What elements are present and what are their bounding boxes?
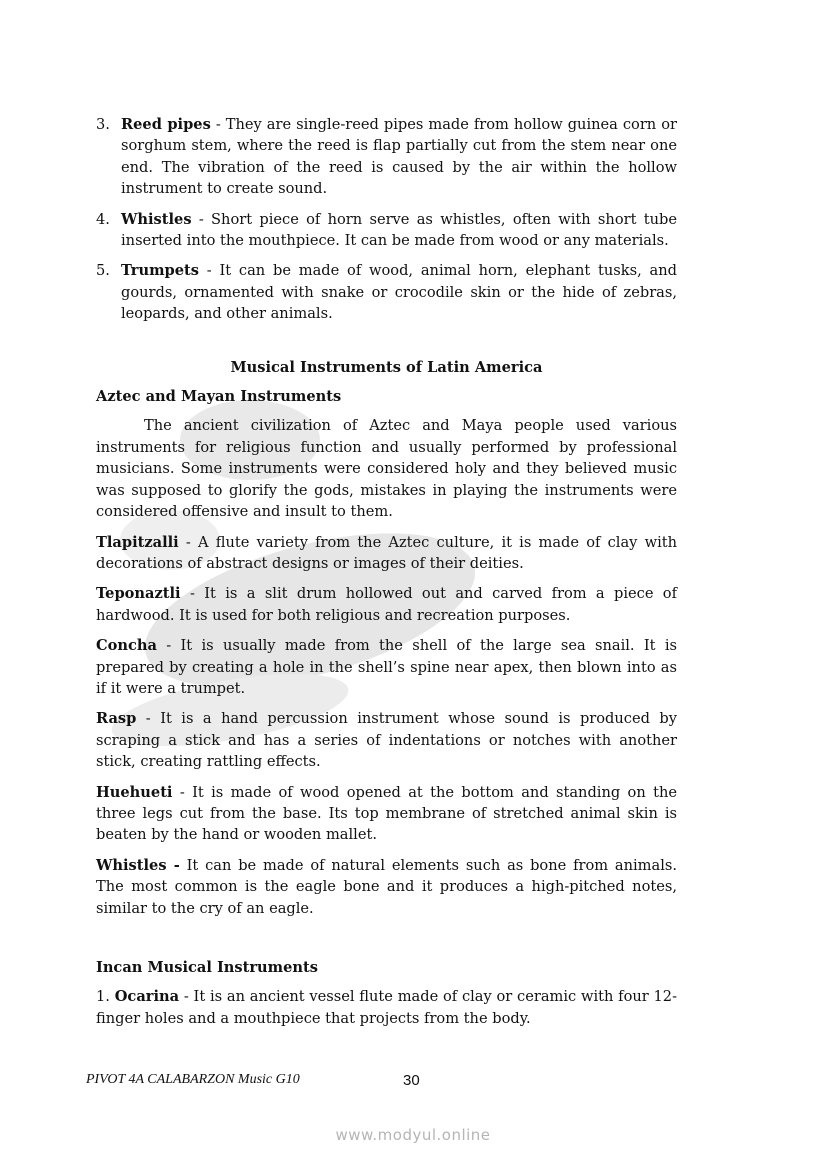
list-item xyxy=(96,114,677,200)
term: Concha xyxy=(96,637,157,655)
term: Rasp xyxy=(96,710,137,728)
term-description: - It is usually made from the shell of the large sea snail. It is prepared by creating a hole in the shell’s spine near apex, then blown into as if it were a trumpet. xyxy=(96,637,677,697)
term: Ocarina xyxy=(114,988,180,1006)
subsection-heading: Aztec and Mayan Instruments xyxy=(96,388,342,406)
term: Teponaztli xyxy=(96,585,181,603)
subsection-heading: Incan Musical Instruments xyxy=(96,959,318,976)
section-title: Musical Instruments of Latin America xyxy=(230,358,543,376)
term: Tlapitzalli xyxy=(96,533,179,551)
term-description: - It is made of wood opened at the bottom and standing on the three legs cut from the base. Its top membrane of stretched animal skin is beaten by the hand or wooden mallet. xyxy=(96,783,677,844)
term: Trumpets xyxy=(121,262,199,280)
term-description: - Short piece of horn serve as whistles, often with short tube inserted into the mouthpiece. It can be made from wood or any materials. xyxy=(121,210,677,250)
site-watermark: www.modyul.online xyxy=(335,1126,491,1144)
list-number: 5. xyxy=(96,262,110,280)
term: Huehueti xyxy=(96,783,173,801)
definition-paragraph xyxy=(96,583,677,626)
term-description: - It is a hand percussion instrument whose sound is produced by scraping a stick and has a series of indentations or notches with another stick, creating rattling effects. xyxy=(96,710,677,771)
footer-module-title: PIVOT 4A CALABARZON Music G10 xyxy=(86,1072,300,1087)
list-number: 4. xyxy=(96,210,110,228)
term-description: - It is an ancient vessel flute made of clay or ceramic with four 12-finger holes and a mouthpiece that projects from the body. xyxy=(96,988,678,1027)
term: Whistles xyxy=(121,210,192,228)
list-item xyxy=(96,209,677,252)
definition-paragraph xyxy=(96,782,677,846)
definition-paragraph xyxy=(96,708,677,772)
definition-paragraph xyxy=(96,532,677,575)
definition-paragraph xyxy=(96,635,677,699)
term: Reed pipes xyxy=(121,116,211,133)
page-number: 30 xyxy=(403,1072,420,1089)
page-content xyxy=(96,114,677,1038)
intro-paragraph: The ancient civilization of Aztec and Maya people used various instruments for religious function and usually performed by professional musicians. Some instruments were considered holy and they believed music was supposed to glorify the gods, mistakes in playing the instruments were considered offensive and insult to them. xyxy=(96,417,677,521)
term: Whistles - xyxy=(96,856,180,874)
list-number: 1. xyxy=(96,988,110,1006)
definition-paragraph xyxy=(96,855,677,919)
term-description: - It is a slit drum hollowed out and carved from a piece of hardwood. It is used for both religious and recreation purposes. xyxy=(96,585,677,624)
term-description: - They are single-reed pipes made from hollow guinea corn or sorghum stem, where the reed is flap partially cut from the stem near one end. The vibration of the reed is caused by the air within the hollow instrument to create sound. xyxy=(121,116,677,198)
list-number: 3. xyxy=(96,116,110,133)
term-description: - It can be made of wood, animal horn, elephant tusks, and gourds, ornamented with snake or crocodile skin or the hide of zebras, leopards, and other animals. xyxy=(121,262,677,323)
term-description: - A flute variety from the Aztec culture, it is made of clay with decorations of abstract designs or images of their deities. xyxy=(96,533,677,572)
list-item xyxy=(96,260,677,324)
numbered-definition xyxy=(96,986,677,1029)
term-description: It can be made of natural elements such as bone from animals. The most common is the eagle bone and it produces a high-pitched notes, similar to the cry of an eagle. xyxy=(96,856,677,917)
